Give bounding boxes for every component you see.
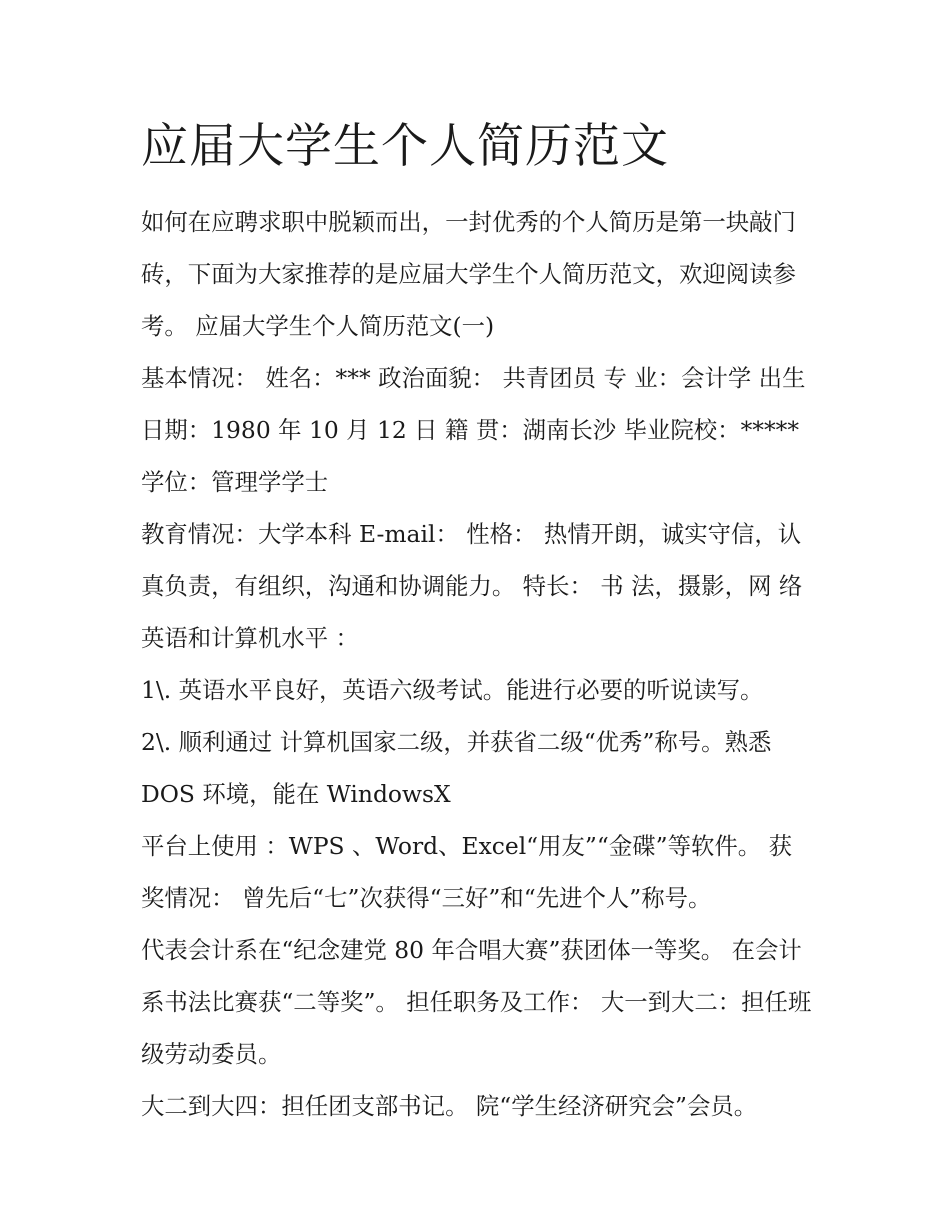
paragraph-positions: 大二到大四：担任团支部书记。 院“学生经济研究会”会员。 <box>141 1092 758 1120</box>
paragraph-english-level: 1\. 英语水平良好，英语六级考试。能进行必要的听说读写。 <box>141 676 764 704</box>
paragraph-software-awards: 平台上使用 ：WPS 、Word、Excel“用友”“金碟”等软件。 获奖情况： 曾先后“七”次获得“三好”和“先进个人”称号。 <box>141 832 792 912</box>
document-body <box>141 116 813 1132</box>
paragraph-intro: 如何在应聘求职中脱颖而出，一封优秀的个人简历是第一块敲门砖，下面为大家推荐的是应届大学生个人简历范文，欢迎阅读参考。 应届大学生个人简历范文(一) <box>141 208 796 340</box>
document-title: 应届大学生个人简历范文 <box>141 119 669 174</box>
paragraph-achievements: 代表会计系在“纪念建党 80 年合唱大赛”获团体一等奖。 在会计系书法比赛获“二等奖”。 担任职务及工作： 大一到大二：担任班级劳动委员。 <box>141 936 812 1068</box>
title-spacing <box>141 178 813 196</box>
paragraph-education: 教育情况：大学本科 E-mail： 性格： 热情开朗，诚实守信，认真负责，有组织，沟通和协调能力。 特长： 书 法，摄影，网 络 英语和计算机水平 ： <box>141 520 803 652</box>
paragraph-basic-info: 基本情况： 姓名：*** 政治面貌： 共青团员 专 业：会计学 出生日期：1980 年 10 月 12 日 籍 贯：湖南长沙 毕业院校：*****学位：管理学学士 <box>141 364 806 496</box>
paragraph-computer-level: 2\. 顺利通过 计算机国家二级，并获省二级“优秀”称号。熟悉 DOS 环境，能在 WindowsX <box>141 728 772 808</box>
